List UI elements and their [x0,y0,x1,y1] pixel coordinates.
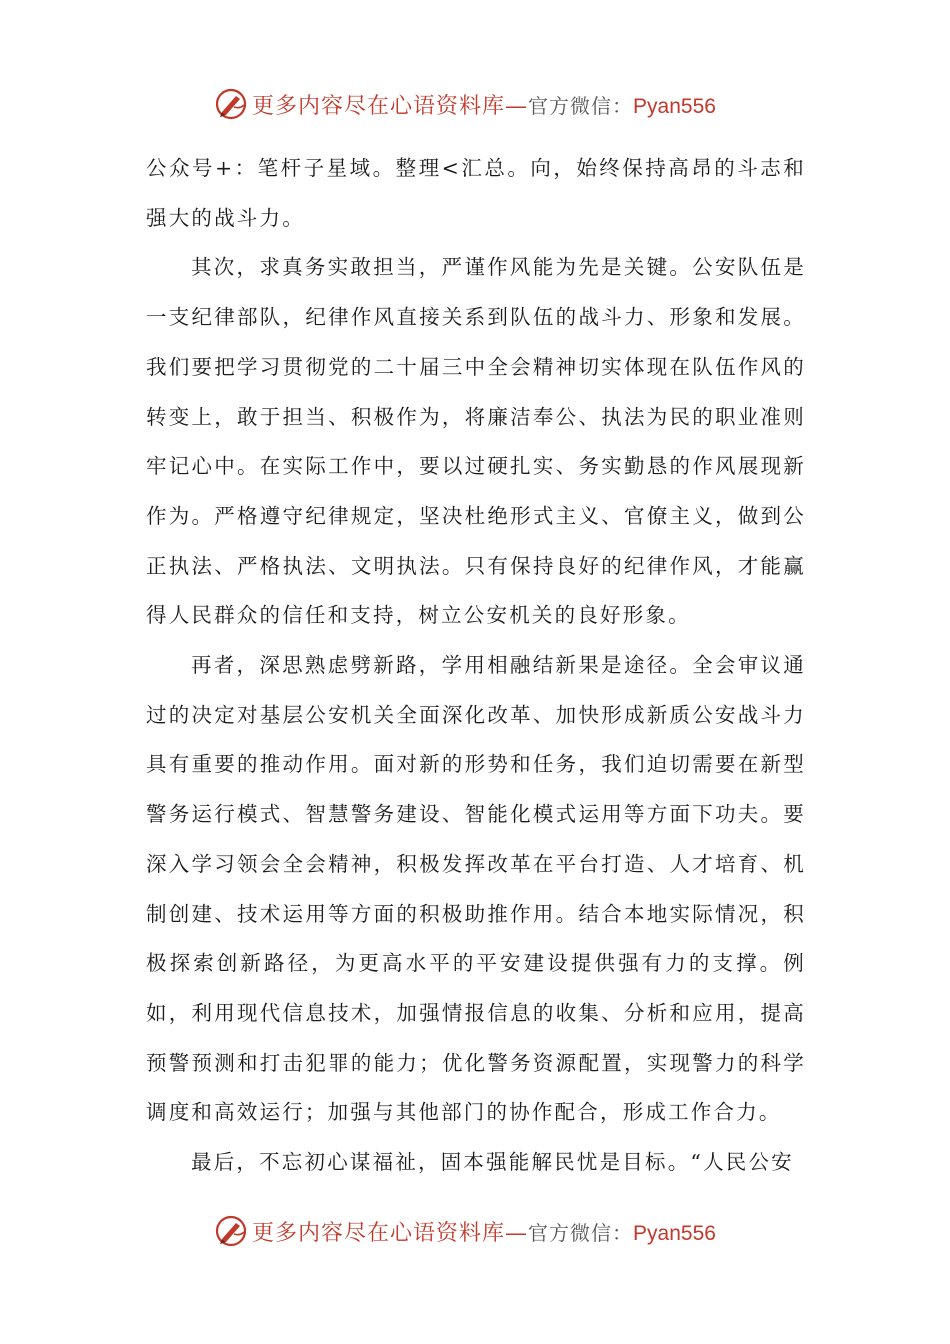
banner-wechat-label: 官方微信： [528,93,634,118]
banner-text [252,89,716,120]
paragraph-3: 再者，深思熟虑劈新路，学用相融结新果是途径。全会审议通过的决定对基层公安机关全面深化改革、加快形成新质公安战斗力具有重要的推动作用。面对新的形势和任务，我们迫切需要在新型警务运行模式、智慧警务建设、智能化模式运用等方面下功夫。要深入学习领会全会精神，积极发挥改革在平台打造、人才培育、机制创建、技术运用等方面的积极助推作用。结合本地实际情况，积极探索创新路径，为更高水平的平安建设提供强有力的支撑。例如，利用现代信息技术，加强情报信息的收集、分析和应用，提高预警预测和打击犯罪的能力；优化警务资源配置，实现警力的科学调度和高效运行；加强与其他部门的协作配合，形成工作合力。 [146,653,806,1125]
paragraph-1: 公众号+：笔杆子星域。整理<汇总。向，始终保持高昂的斗志和强大的战斗力。 [146,156,806,230]
banner-dash: — [505,93,529,119]
banner-main-text: 更多内容尽在心语资料库 [252,1220,506,1246]
paragraph-2: 其次，求真务实敢担当，严谨作风能为先是关键。公安队伍是一支纪律部队，纪律作风直接关系到队伍的战斗力、形象和发展。我们要把学习贯彻党的二十届三中全会精神切实体现在队伍作风的转变上，敢于担当、积极作为，将廉洁奉公、执法为民的职业准则牢记心中。在实际工作中，要以过硬扎实、务实勤恳的作风展现新作为。严格遵守纪律规定，坚决杜绝形式主义、官僚主义，做到公正执法、严格执法、文明执法。只有保持良好的纪律作风，才能赢得人民群众的信任和支持，树立公安机关的良好形象。 [146,255,806,628]
banner-dash: — [505,1220,529,1246]
banner-wechat-id: Pyan556 [633,94,716,118]
footer-banner [0,1211,950,1251]
banner-wechat-id: Pyan556 [633,1221,716,1245]
paragraph-4: 最后，不忘初心谋福祉，固本强能解民忧是目标。“人民公安 [191,1150,794,1175]
banner-wechat-label: 官方微信： [528,1220,634,1245]
pen-logo-icon [214,87,248,121]
pen-logo-icon [214,1214,248,1248]
banner-text [252,1216,716,1247]
document-body [146,144,806,1188]
header-banner [0,84,950,124]
banner-main-text: 更多内容尽在心语资料库 [252,93,506,119]
